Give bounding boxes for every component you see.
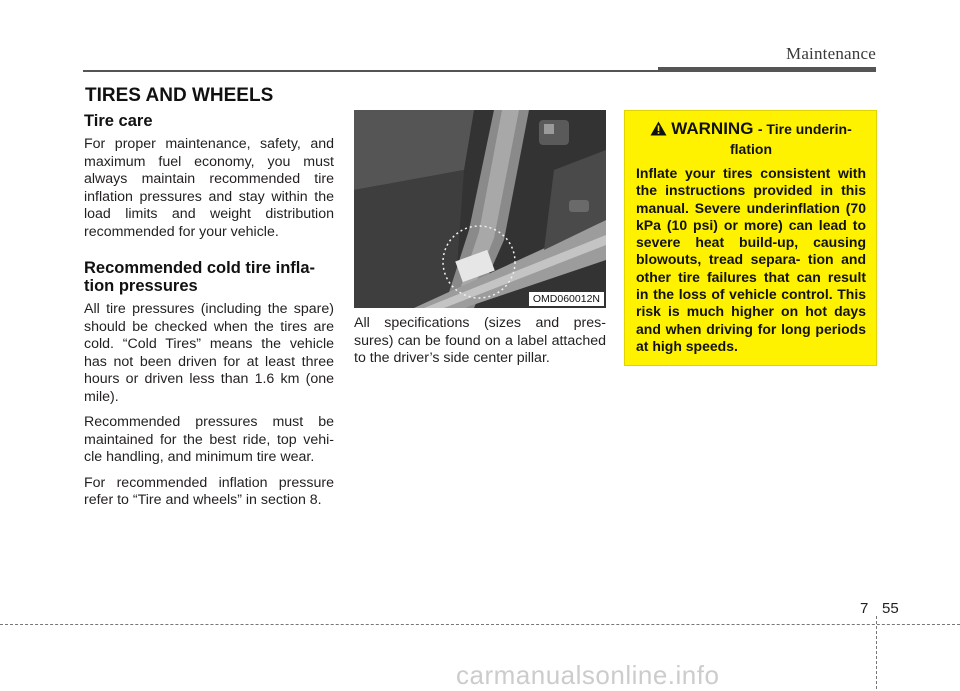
footer-rule	[0, 624, 960, 625]
door-pillar-illustration	[354, 110, 606, 308]
chapter-title: Maintenance	[786, 44, 876, 63]
paragraph-tire-care: For proper maintenance, safety, and maximum fuel economy, you must always maintain recommended tire inflation pressures and stay within the load limits and weight distribution recommended for your vehicle.	[84, 136, 334, 240]
paragraph-label-location: All specifications (sizes and pres- sures) can be found on a label attached to the driver’s side center pillar.	[354, 315, 606, 366]
page-chapter-number: 7	[860, 600, 869, 617]
warning-triangle-icon	[650, 121, 667, 141]
warning-header	[636, 119, 866, 159]
paragraph-cold-tires: All tire pressures (including the spare) should be checked when the tires are cold. “Cold Tires” means the vehicle has not been driven for at least three hours or driven less than 1.6 km (one mile).	[84, 301, 334, 405]
paragraph-recommended-pressures: Recommended pressures must be maintained for the best ride, top vehi- cle handling, and minimum tire wear.	[84, 414, 334, 465]
column-middle	[354, 110, 606, 376]
warning-label: WARNING	[671, 119, 754, 138]
section-title: TIRES AND WHEELS	[85, 85, 274, 106]
footer-divider	[876, 616, 877, 689]
warning-text: Inflate your tires consistent with the instructions provided in this manual. Severe underinflation (70 kPa (10 psi) or more) can lead to severe heat build-up, causing blowouts, tread separa- tion and other tire failures that can result in the loss of vehicle control. This risk is much higher on hot days and when driving for long periods at high speeds.	[636, 165, 866, 354]
header-rule-accent	[658, 67, 876, 72]
page-number: 55	[882, 600, 899, 617]
warning-box	[624, 110, 877, 366]
photo-caption: OMD060012N	[529, 292, 604, 306]
heading-tire-care: Tire care	[84, 112, 153, 130]
column-left	[84, 110, 334, 518]
heading-cold-tire-pressures: Recommended cold tire infla- tion pressures	[84, 259, 316, 295]
warning-subtitle: - Tire underin- flation	[730, 121, 852, 157]
watermark: carmanualsonline.info	[456, 660, 720, 690]
door-pillar-photo	[354, 110, 606, 308]
column-right	[624, 110, 877, 366]
paragraph-section-reference: For recommended inflation pressure refer to “Tire and wheels” in section 8.	[84, 474, 334, 508]
